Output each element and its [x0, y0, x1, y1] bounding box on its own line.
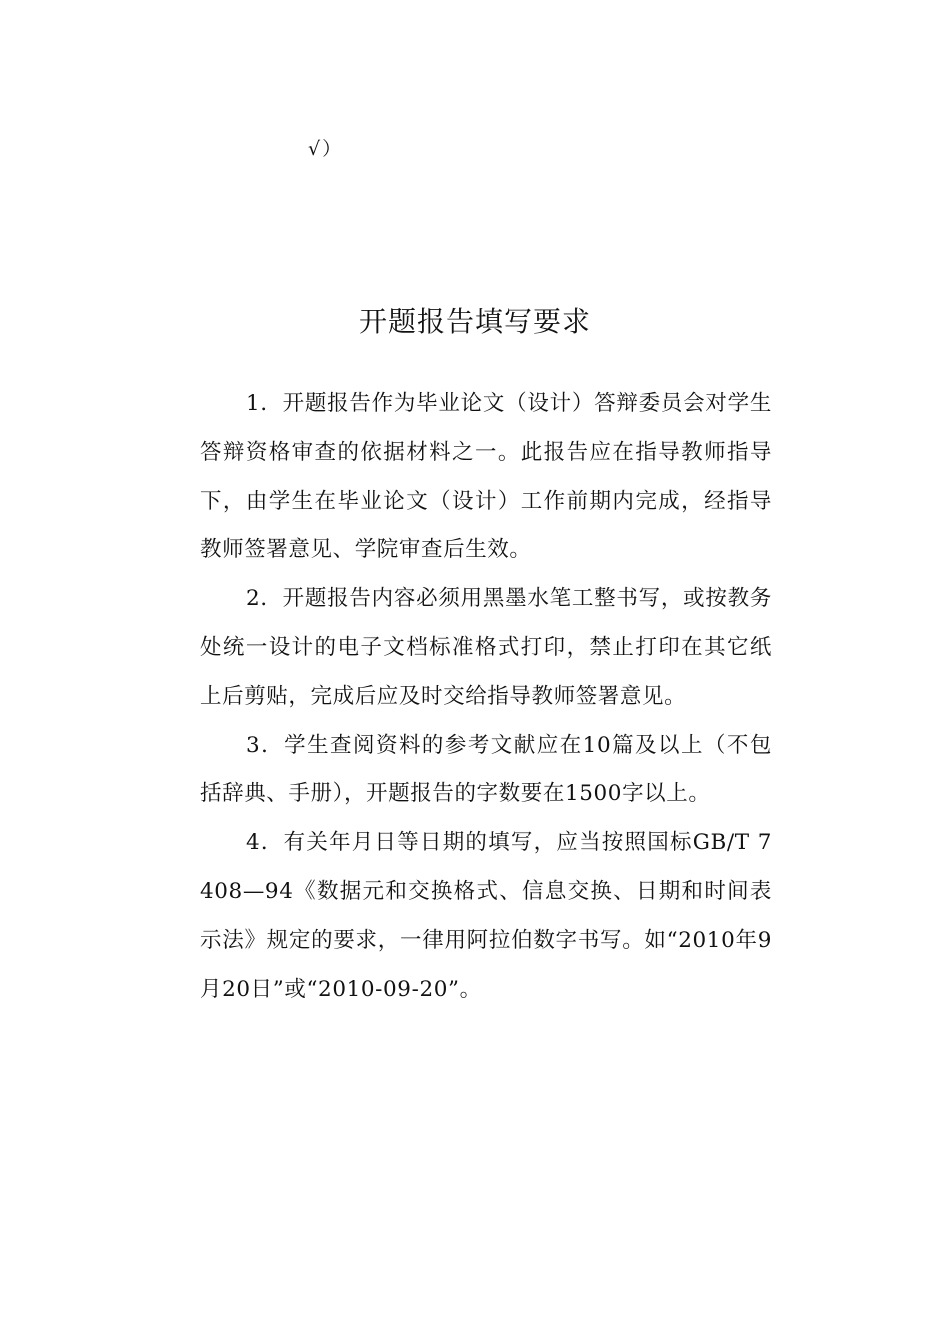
check-mark-text: √） — [308, 138, 344, 160]
requirement-paragraph-2: 2．开题报告内容必须用黑墨水笔工整书写，或按教务处统一设计的电子文档标准格式打印，禁止打印在其它纸上后剪贴，完成后应及时交给指导教师签署意见。 — [200, 586, 772, 709]
requirement-paragraph-1: 1．开题报告作为毕业论文（设计）答辩委员会对学生答辩资格审查的依据材料之一。此报告应在指导教师指导下，由学生在毕业论文（设计）工作前期内完成，经指导教师签署意见、学院审查后生效。 — [200, 391, 772, 563]
requirement-paragraph-4: 4．有关年月日等日期的填写，应当按照国标GB/T 7408—94《数据元和交换格式、信息交换、日期和时间表示法》规定的要求，一律用阿拉伯数字书写。如“2010年9月20日”或“2010-09-20”。 — [200, 830, 772, 1002]
requirements-body — [200, 380, 772, 1014]
requirement-paragraph-3: 3．学生查阅资料的参考文献应在10篇及以上（不包括辞典、手册），开题报告的字数要在1500字以上。 — [200, 732, 772, 807]
page-title: 开题报告填写要求 — [358, 305, 591, 338]
